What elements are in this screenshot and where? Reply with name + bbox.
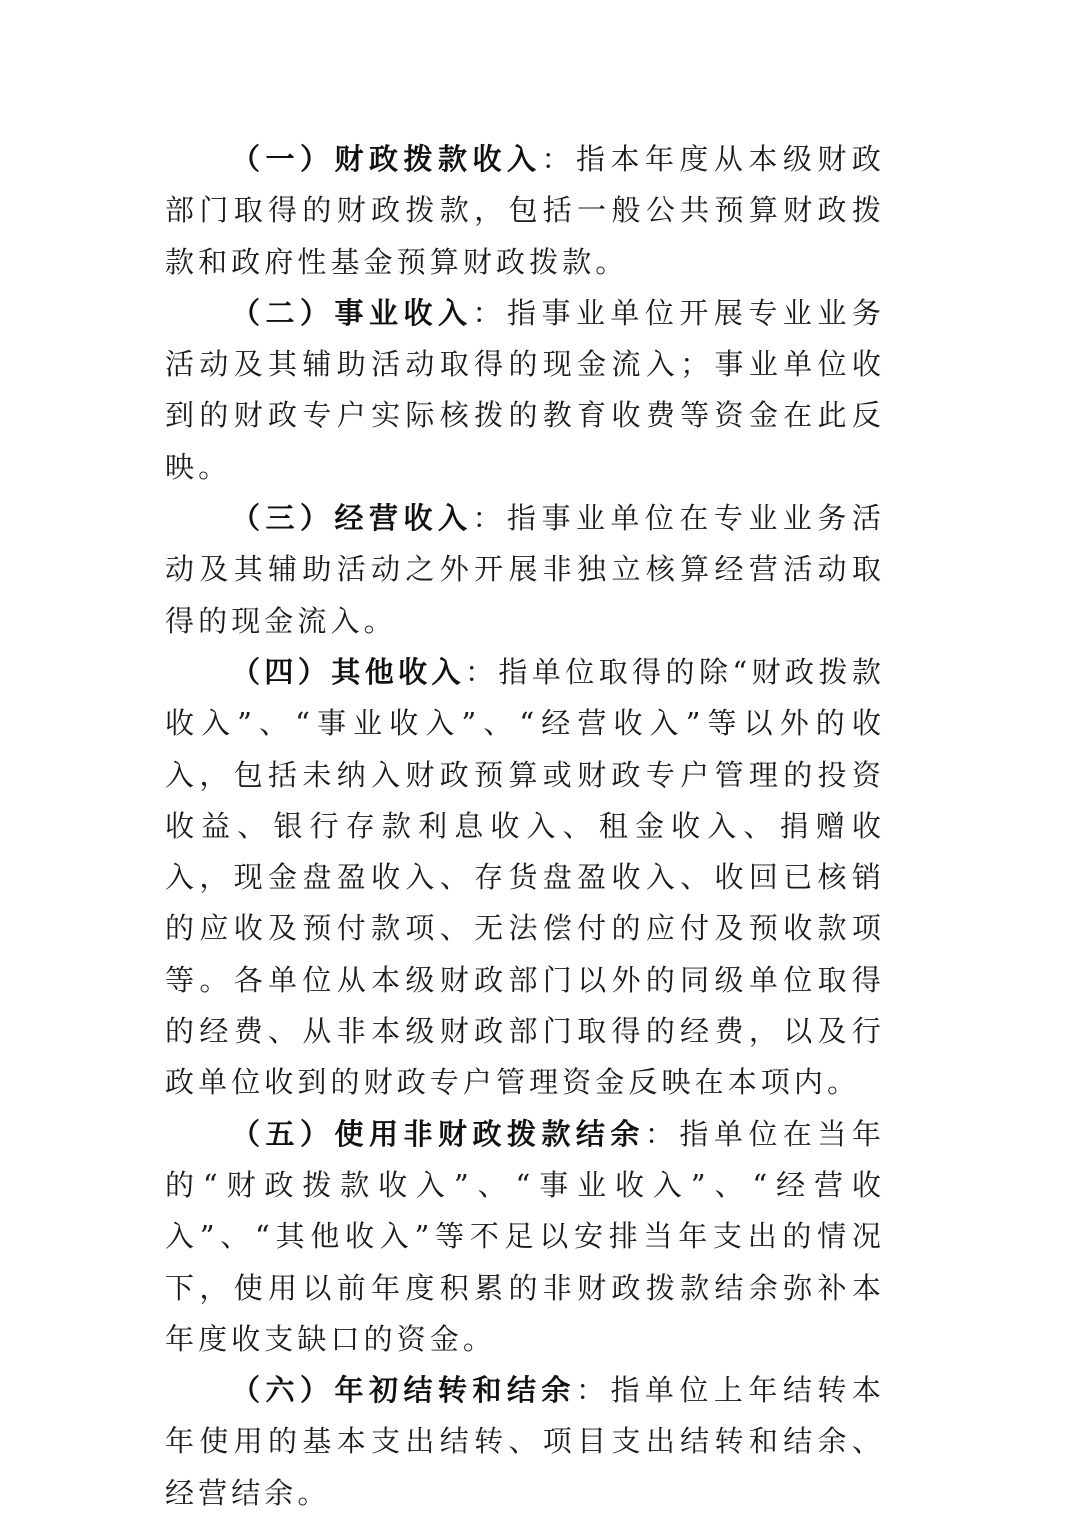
term-colon: ： [644, 1116, 680, 1151]
paragraph-text: 指单位上年结转本年使用的基本支出结转、项目支出结转和结余、经营结余。 [165, 1373, 885, 1510]
paragraph-operating-income [165, 493, 885, 647]
term-label: （三）经营收入 [231, 501, 473, 536]
term-colon: ： [472, 295, 507, 330]
paragraph-fiscal-appropriation-income [165, 134, 885, 288]
term-colon: ： [541, 142, 576, 176]
paragraph-text: 指本年度从本级财政部门取得的财政拨款，包括一般公共预算财政拨款和政府性基金预算财政拨款。 [165, 142, 885, 279]
paragraph-carryover-and-balance [165, 1365, 885, 1519]
paragraph-non-fiscal-balance-use [165, 1109, 885, 1365]
term-colon: ： [472, 501, 507, 536]
term-label: （六）年初结转和结余 [231, 1373, 576, 1408]
term-label: （二）事业收入 [231, 295, 473, 330]
paragraph-text: 指单位取得的除“财政拨款收入”、“事业收入”、“经营收入”等以外的收入，包括未纳入财政预算或财政专户管理的投资收益、银行存款利息收入、租金收入、捐赠收入，现金盘盈收入、存货盘盈收入、收回已核销的应收及预付款项、无法偿付的应付及预收款项等。各单位从本级财政部门以外的同级单位取得的经费、从非本级财政部门取得的经费，以及行政单位收到的财政专户管理资金反映在本项内。 [165, 654, 885, 1100]
paragraph-text: 指事业单位在专业业务活动及其辅助活动之外开展非独立核算经营活动取得的现金流入。 [165, 501, 885, 638]
document-body [165, 134, 885, 1519]
term-label: （四）其他收入 [231, 654, 465, 689]
paragraph-business-income [165, 288, 885, 493]
paragraph-other-income [165, 647, 885, 1109]
paragraph-text: 指单位在当年的“财政拨款收入”、“事业收入”、“经营收入”、“其他收入”等不足以安排当年支出的情况下，使用以前年度积累的非财政拨款结余弥补本年度收支缺口的资金。 [165, 1116, 885, 1356]
paragraph-text: 指事业单位开展专业业务活动及其辅助活动取得的现金流入；事业单位收到的财政专户实际核拨的教育收费等资金在此反映。 [165, 295, 885, 484]
term-colon: ： [464, 654, 499, 689]
term-label: （一）财政拨款收入 [231, 142, 542, 176]
term-label: （五）使用非财政拨款结余 [231, 1116, 645, 1151]
term-colon: ： [575, 1373, 611, 1408]
